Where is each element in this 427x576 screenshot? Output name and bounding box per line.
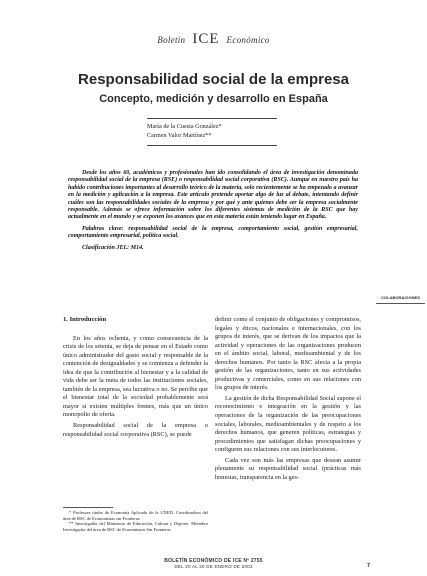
page-number: 7 bbox=[367, 563, 371, 569]
abstract bbox=[68, 170, 358, 252]
section-tab bbox=[374, 293, 427, 302]
masthead-suffix: Económico bbox=[226, 35, 270, 45]
footnote: ** Investigador del Ministerio de Educación, Cultura y Deporte. Miembro Investigador del área de RSC de Economistas Sin Fronteras. bbox=[63, 521, 208, 532]
abstract-jel: Clasificación JEL: M14. bbox=[82, 244, 144, 251]
author-block bbox=[147, 122, 297, 140]
author-name: María de la Cuesta González* bbox=[147, 123, 222, 130]
body-paragraph: En los años ochenta, y como consecuencia de la crisis de los setenta, se deja de pensar en el Estado como único administrador del gasto social y responsable de la contención de desigualdades y se comienza a defender la idea de que la contribución al bienestar y a la calidad de vida debe ser la meta de todos las instituciones sociales, también de la empresa, sea lucrativa o no. Se percibe que el bienestar total de la sociedad probablemente será mayor si existen múltiples frentes, más que un único monopolio de oferta. bbox=[63, 334, 208, 419]
author-rule-bottom bbox=[147, 145, 277, 146]
body-column-right bbox=[215, 316, 361, 482]
footer-journal-issue: BOLETÍN ECONÓMICO DE ICE Nº 2755 bbox=[164, 558, 263, 564]
body-paragraph: La gestión de dicha Responsabilidad Social supone el reconocimiento e integración en la gestión y las operaciones de la organización de las preocupaciones sociales, laborales, medioambientales y de respeto a los derechos humanos, que generen políticas, estrategias y procedimientos que satisfagan dichas preocupaciones y configuren sus relaciones con sus interlocutores. bbox=[215, 394, 361, 454]
author-name: Carmen Valor Martínez** bbox=[147, 132, 212, 139]
section-tab-label: COLABORACIONES bbox=[381, 295, 420, 300]
masthead-prefix: Boletín bbox=[157, 35, 186, 45]
body-paragraph: Responsabilidad social de la empresa o responsabilidad social corporativa (RSC), se puede bbox=[63, 422, 208, 438]
section-tab-rule bbox=[376, 303, 425, 304]
article-subtitle: Concepto, medición y desarrollo en España bbox=[99, 93, 328, 105]
footnotes bbox=[63, 510, 208, 532]
page-footer bbox=[0, 558, 427, 569]
abstract-keywords: Palabras clave: responsabilidad social de la empresa, comportamiento social, gestión empresarial, comportamiento empresarial, política social. bbox=[68, 225, 358, 240]
footer-date-range: DEL 20 AL 26 DE ENERO DE 2003 bbox=[174, 564, 253, 569]
body-paragraph: Cada vez son más las empresas que desean asumir plenamente su responsabilidad social (prácticas más honestas, transparencia en la ges- bbox=[215, 456, 361, 481]
footnote-rule bbox=[63, 507, 113, 508]
body-column-left bbox=[63, 316, 208, 439]
author-rule-top bbox=[147, 118, 277, 119]
article-title: Responsabilidad social de la empresa bbox=[78, 71, 349, 88]
masthead-brand: ICE bbox=[192, 31, 220, 47]
journal-masthead bbox=[0, 30, 427, 48]
body-paragraph-continued: definir como el conjunto de obligaciones y compromisos, legales y éticos, nacionales e internacionales, con los grupos de interés, que se derivan de los impactos que la actividad y operaciones de las organizaciones producen en el ámbito social, laboral, medioambiental y de los derechos humanos. Por tanto la RSC afecta a la propia gestión de las organizaciones, tanto en sus actividades productivas y comerciales, como en sus relaciones con los grupos de interés. bbox=[215, 316, 361, 392]
section-heading: 1. Introducción bbox=[63, 316, 107, 323]
abstract-body: Desde los años 60, académicos y profesionales han ido consolidando el área de investigación denominada responsabilidad social de la empresa (RSE) o responsabilidad social corporativa (RSC). Aunque en nuestro país ha habido contribuciones importantes al desarrollo teórico de la materia, solo recientemente se ha empezado a avanzar en la medición y aplicación a la empresa. Este artículo pretende aportar algo de luz al debate, intentando definir cuáles son las responsabilidades sociales de la empresa y por qué y ante quienes debe ser la empresa socialmente responsable. Además se ofrece información sobre los diferentes sistemas de medición de la RSC que hay actualmente en el mundo y se exponen los avances que en esta materia están teniendo lugar en España. bbox=[68, 170, 358, 221]
footnote: * Profesora titular de Economía Aplicada de la UNED. Coordinadora del área de RSC de Economistas sin Fronteras. bbox=[63, 510, 208, 521]
